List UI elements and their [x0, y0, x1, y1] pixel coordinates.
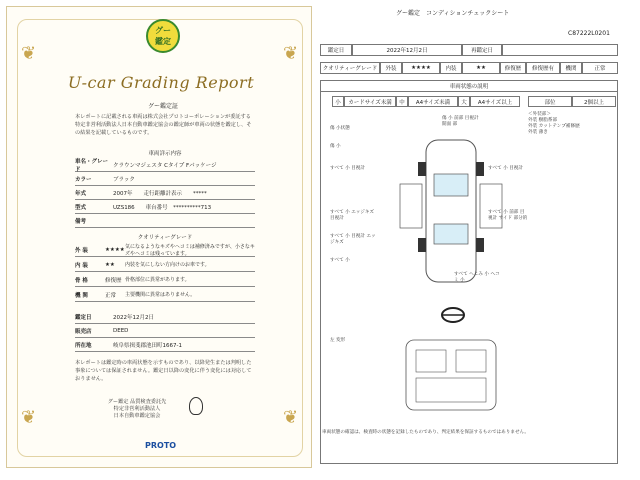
grade-key: 修復歴 — [500, 62, 526, 74]
grade-key: 外装 — [380, 62, 402, 74]
grade-value: ★★ — [462, 62, 500, 74]
car-diagram-interior — [392, 336, 510, 416]
quality-row: 骨 格 修復歴 骨格部位に異常があります。 — [75, 273, 255, 287]
size-cell: A4サイズ以上 — [470, 96, 520, 107]
grade-value: 修復歴有 — [526, 62, 560, 74]
ornament-icon: ❦ — [21, 43, 37, 64]
report-title: U-car Grading Report — [67, 73, 255, 92]
vehicle-section-title: 車両詳示内容 — [148, 151, 182, 157]
sheet-title: グー鑑定 コンディションチェックシート — [396, 10, 510, 17]
quality-row: 機 関 正常 主要機関に異常はありません。 — [75, 288, 255, 302]
ornament-icon: ❦ — [21, 407, 37, 428]
size-cell: 中 — [396, 96, 408, 107]
damage-label: すべて 小 目視計 — [330, 166, 365, 171]
size-cell: 大 — [458, 96, 470, 107]
bottom-note: 車両状態の確認は、検査時の状態を記録したものであり、判定結果を保証するものではありません。 — [322, 430, 529, 435]
vehicle-row: 型式 UZS186 車台番号 **********713 — [75, 201, 255, 214]
legend-head: 部位 — [528, 96, 572, 107]
grading-report-certificate — [6, 6, 312, 468]
proto-logo: PROTO — [145, 441, 177, 450]
cert-date-row: 鑑定日 2022年12月2日 — [75, 311, 255, 324]
vehicle-row: カラー ブラック — [75, 173, 255, 186]
grade-key: 内装 — [440, 62, 462, 74]
grade-key: 機関 — [560, 62, 582, 74]
vehicle-row: 備考 — [75, 215, 255, 228]
state-header: 車両状態の説明 — [320, 80, 618, 92]
size-cell: A4サイズ未満 — [408, 96, 458, 107]
damage-label: 傷 小状態 — [330, 126, 350, 131]
goo-kantei-logo: グー 鑑定 — [146, 19, 180, 53]
reinspect-label: 再鑑定日 — [462, 44, 502, 56]
damage-label: 左 変形 — [330, 338, 346, 343]
date-value: 2022年12月2日 — [352, 44, 462, 56]
damage-label: すべて 小 — [330, 258, 350, 263]
ornament-icon: ❦ — [283, 407, 299, 428]
grade-label: クオリティーグレード — [320, 62, 380, 74]
damage-label: すべて 小 前部 目視計 サイド 部分的 — [488, 210, 528, 221]
damage-label: すべて 小 エッジキズ 目視計 — [330, 210, 374, 221]
damage-label: すべて 小 目視計 エッジキズ — [330, 234, 376, 245]
size-cell: カードサイズ未満 — [344, 96, 396, 107]
intro-text: 本レポートに記載される車両は株式会社プロトコーポレーションが委託する特定非営利活動法人日本自動車鑑定協会の鑑定師が車両の状態を鑑定し、その結果を記載しているものです。 — [75, 114, 252, 136]
jaai-logo — [189, 397, 203, 415]
certificate-subtitle: グー鑑定証 — [147, 103, 178, 110]
ornament-icon: ❦ — [283, 43, 299, 64]
condition-check-sheet — [318, 6, 618, 468]
issuer-text: グー鑑定 品質検査委託先 特定非営利活動法人 日本自動車鑑定協会 — [107, 399, 167, 419]
shop-row: 販売店 DEED — [75, 325, 255, 338]
legend-head: 2個以上 — [572, 96, 616, 107]
date-label: 鑑定日 — [320, 44, 352, 56]
footnote-text: 本レポートは鑑定時の車両状態を示すものであり、以降発生または判明した事象については保証されません。鑑定日以降の変化に伴う変化には対応しておりません。 — [75, 360, 252, 382]
damage-label: 傷 小 前部 目視計 開面 部 — [442, 116, 479, 127]
vehicle-row: 車名・グレード クラウンマジェスタ Cタイプ Fパッケージ — [75, 159, 255, 172]
quality-row: 内 装 ★★ 内装を気にしない方向けのお車です。 — [75, 258, 255, 272]
grade-value: 正常 — [582, 62, 618, 74]
size-cell: 小 — [332, 96, 344, 107]
steering-wheel-icon — [440, 306, 466, 324]
damage-label: すべて へこみ 小 ヘコミ 小 — [454, 272, 500, 283]
address-row: 所在地 岐阜県揖斐郡池田町1667-1 — [75, 339, 255, 352]
quality-section-title: クオリティーグレード — [137, 235, 193, 241]
sheet-id: C87222L0201 — [568, 30, 610, 37]
damage-label: すべて 小 目視計 — [488, 166, 523, 171]
exterior-notes: ＜外装部＞ 外装 樹脂系部 外装 カットテンプ補修歴 外装 薄き — [528, 112, 580, 135]
reinspect-value — [502, 44, 618, 56]
grade-value: ★★★★ — [402, 62, 440, 74]
damage-label: 傷 小 — [330, 144, 341, 149]
vehicle-row: 年式 2007年 走行距離計表示 ***** — [75, 187, 255, 200]
quality-row: 外 装 ★★★★ 気になるようなキズやヘコミは補修済みですが、小さなキズやヘコミは残っています。 — [75, 243, 255, 257]
